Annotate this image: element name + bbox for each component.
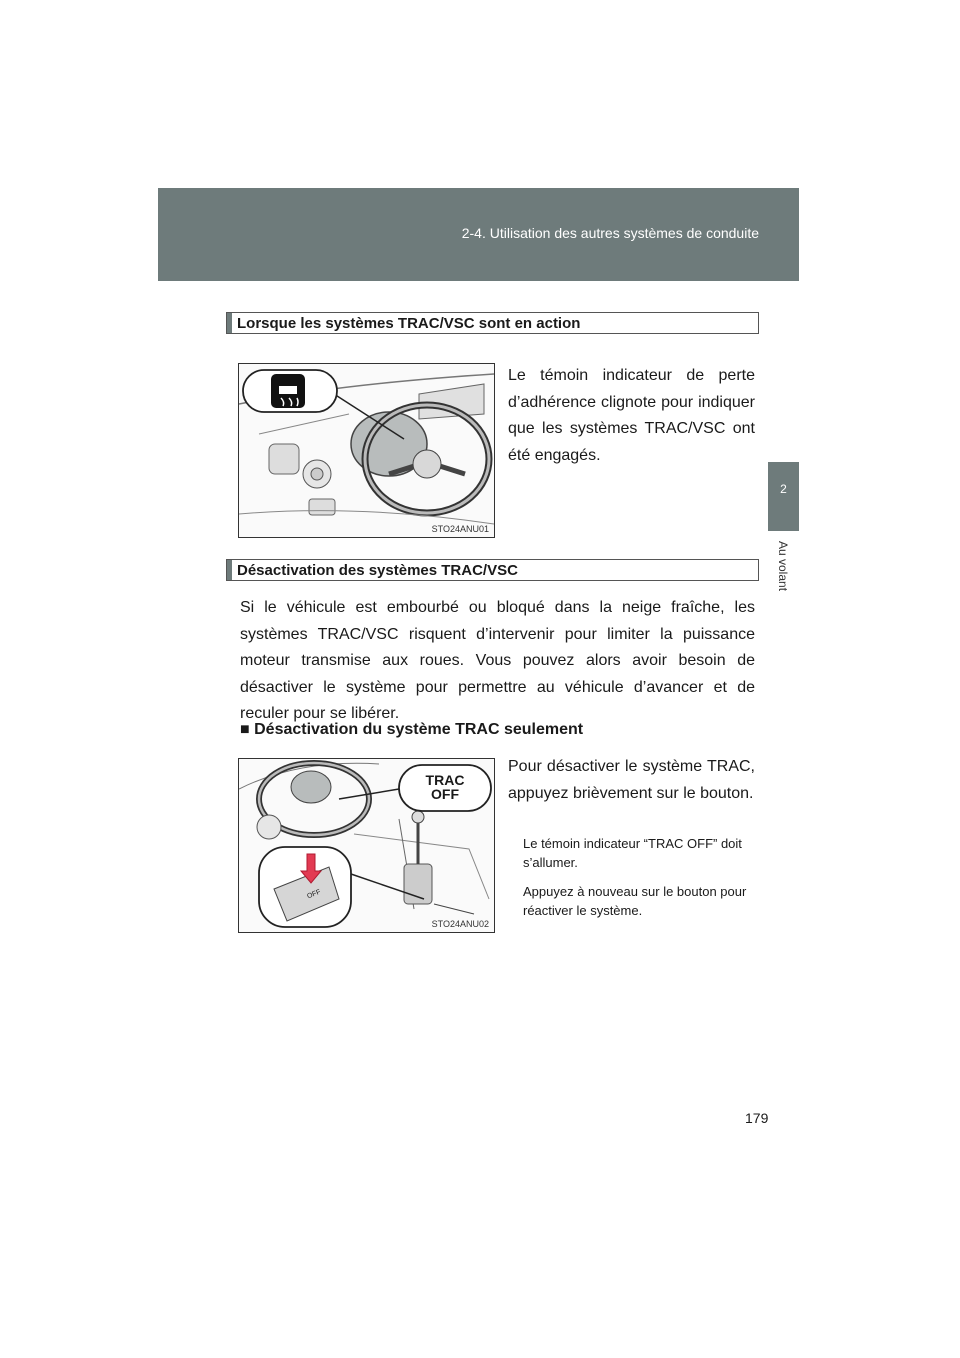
section2-note-1: Le témoin indicateur “TRAC OFF” doit s’allumer. — [523, 836, 742, 870]
section-title-bar-2 — [226, 559, 759, 581]
trac-off-indicator — [399, 773, 491, 801]
chapter-header-band — [158, 188, 799, 281]
section2-intro: Si le véhicule est embourbé ou bloqué dans la neige fraîche, les systèmes TRAC/VSC risquent d’intervenir pour limiter la puissance moteur transmise aux roues. Vous pouvez alors avoir besoin de désactiver le système pour permettre au véhicule d’avancer et de reculer pour se libérer. — [240, 599, 755, 722]
chapter-number: 2 — [780, 482, 787, 496]
image-code-1: STO24ANU01 — [431, 524, 489, 534]
section1-text: Le témoin indicateur de perte d’adhérence clignote pour indiquer que les systèmes TRAC/VSC ont été engagés. — [508, 367, 755, 464]
section-title-1: Lorsque les systèmes TRAC/VSC sont en action — [237, 315, 581, 332]
dashboard-illustration-2 — [238, 758, 495, 933]
section-title-bar-1 — [226, 312, 759, 334]
chapter-side-label: Au volant — [776, 541, 790, 592]
section-accent-1 — [227, 313, 232, 333]
trac-off-indicator-line2: OFF — [431, 786, 459, 802]
subheading-trac-only: ■ Désactivation du système TRAC seulement — [240, 721, 584, 738]
section2-note-2: Appuyez à nouveau sur le bouton pour réactiver le système. — [523, 884, 747, 918]
page-number: 179 — [745, 1110, 769, 1126]
section2-instruction: Pour désactiver le système TRAC, appuyez brièvement sur le bouton. — [508, 758, 755, 802]
chapter-side-tab — [768, 462, 799, 531]
section-accent-2 — [227, 560, 232, 580]
dashboard-drawing-1 — [239, 364, 494, 537]
section-title-2: Désactivation des systèmes TRAC/VSC — [237, 562, 518, 579]
chapter-side-label-wrap — [769, 541, 798, 611]
trac-off-button-label: OFF — [306, 888, 322, 901]
image-code-2: STO24ANU02 — [431, 919, 489, 929]
trac-off-indicator-line1: TRAC — [425, 772, 465, 788]
chapter-header-title: 2-4. Utilisation des autres systèmes de conduite — [461, 225, 759, 241]
dashboard-illustration-1 — [238, 363, 495, 538]
